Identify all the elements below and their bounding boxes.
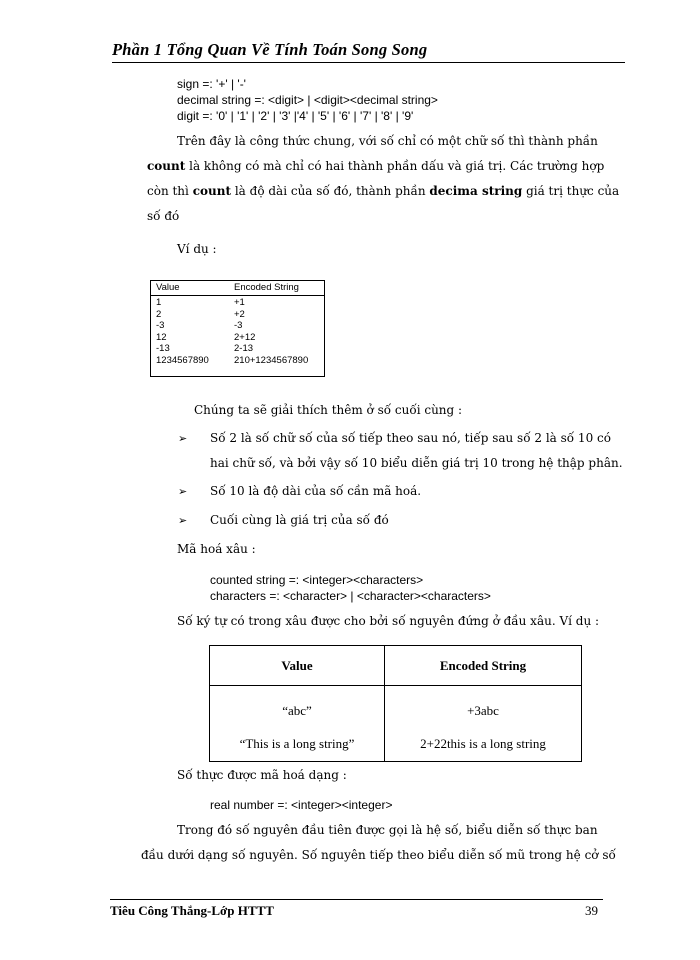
page-number: 39 [585,903,598,918]
number-table-header-value: Value [156,282,180,293]
cell-encoded: -3 [234,320,243,331]
explain-intro: Chúng ta sẽ giải thích thêm ở số cuối cùng : [194,403,463,417]
table-row [210,686,582,762]
last-para-line2: đầu dưới dạng số nguyên. Số nguyên tiếp theo biểu diễn số mũ trong hệ cở số [141,848,616,862]
string-encoding-table [209,645,582,762]
string-encoded-cell [385,686,582,762]
cell-encoded: +2 [234,308,245,320]
keyword-count-2: count [192,184,232,198]
table-row [151,343,324,355]
cell-value: 1 [156,297,162,308]
para1-line2 [147,154,604,179]
table-header-row [210,646,582,686]
para1-line4: số đó [147,209,180,223]
number-table-header-encoded: Encoded String [234,282,299,293]
bullet1-line1: Số 2 là số chữ số của số tiếp theo sau nó, tiếp sau số 2 là số 10 có [210,431,611,445]
bullet3: Cuối cùng là giá trị của số đó [210,513,389,527]
cell-encoded: 2-13 [234,343,254,354]
cell-encoded: 2+12 [234,331,256,343]
cell-value: 1234567890 [156,354,209,366]
table-row [151,309,324,321]
bullet-arrow-icon: ➢ [178,485,188,498]
string-note: Số ký tự có trong xâu được cho bởi số nguyên đứng ở đầu xâu. Ví dụ : [177,614,600,628]
grammar-sign: sign =: '+' | '-' [177,77,246,91]
string-value-cell [210,686,385,762]
page-header-title: Phần 1 Tổng Quan Về Tính Toán Song Song [112,40,428,59]
cell-value: “This is a long string” [239,736,355,751]
para1-line3-post: giá trị thực của [522,184,620,198]
string-encoding-label: Mã hoá xâu : [177,542,256,556]
table-row [151,297,324,309]
para1-line3 [147,179,619,204]
grammar-decimal-string: decimal string =: <digit> | <digit><decimal string> [177,93,438,107]
keyword-count: count [147,159,186,173]
table-row [151,332,324,344]
bullet-arrow-icon: ➢ [178,514,188,527]
string-table-header-value: Value [210,646,385,686]
cell-value: 12 [156,331,167,343]
number-table-header [151,281,324,296]
real-label: Số thực được mã hoá dạng : [177,768,347,782]
bullet-arrow-icon: ➢ [178,432,188,445]
para1-line1: Trên đây là công thức chung, với số chỉ có một chữ số thì thành phần [177,134,598,148]
para1-line3-pre: còn thì [147,184,193,198]
table-row [151,355,324,367]
last-para-line1: Trong đó số nguyên đầu tiên được gọi là hệ số, biểu diễn số thực ban [177,823,598,837]
grammar-real-number: real number =: <integer><integer> [210,798,393,812]
grammar-characters: characters =: <character> | <character><characters> [210,589,491,603]
footer-author: Tiêu Công Thắng-Lớp HTTT [110,903,274,918]
cell-value: -13 [156,343,170,354]
para1-line2-rest: là không có mà chỉ có hai thành phần dấu và giá trị. Các trường hợp [185,159,605,173]
grammar-digit: digit =: '0' | '1' | '2' | '3' |'4' | '5' | '6' | '7' | '8' | '9' [177,109,414,123]
bullet1-line2: hai chữ số, và bởi vậy số 10 biểu diễn giá trị 10 trong hệ thập phân. [210,456,623,470]
table-row [151,320,324,332]
number-encoding-table [150,280,325,377]
cell-encoded: 2+22this is a long string [420,736,546,751]
header-divider [112,62,625,63]
cell-value: 2 [156,308,162,320]
grammar-counted-string: counted string =: <integer><characters> [210,573,424,587]
cell-encoded: 210+1234567890 [234,354,309,366]
para1-line3-mid: là độ dài của số đó, thành phần [231,184,430,198]
footer-divider [110,899,603,900]
cell-value: -3 [156,320,165,331]
bullet2: Số 10 là độ dài của số cần mã hoá. [210,484,422,498]
cell-encoded: +1 [234,297,245,308]
string-table-header-encoded: Encoded String [385,646,582,686]
cell-value: “abc” [282,703,312,718]
example-label: Ví dụ : [177,242,217,256]
cell-encoded: +3abc [467,703,499,718]
keyword-decima-string: decima string [429,184,523,198]
